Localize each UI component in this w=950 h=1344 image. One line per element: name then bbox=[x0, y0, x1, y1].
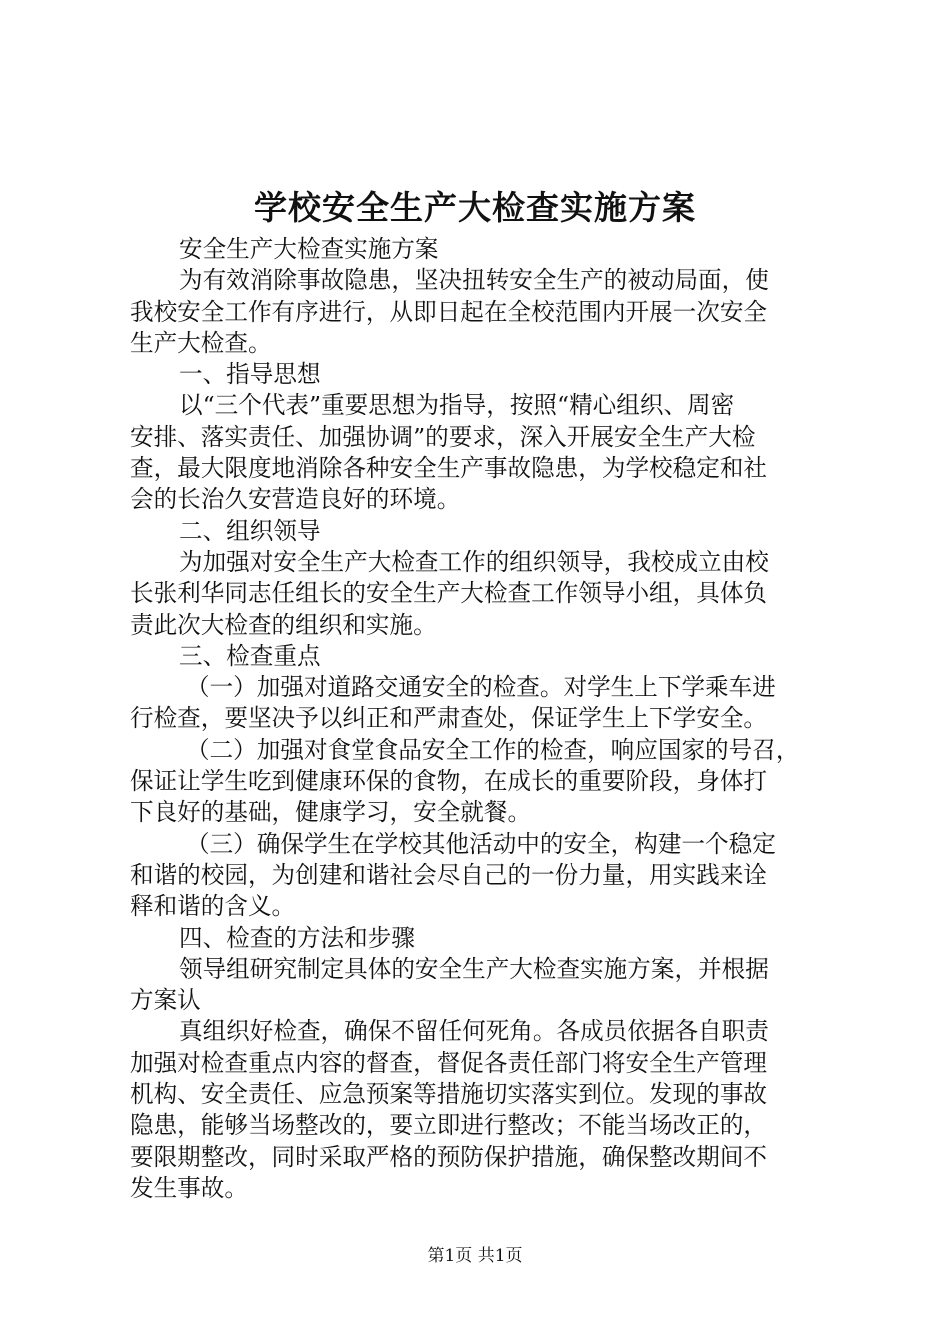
paragraph-line: 查，最大限度地消除各种安全生产事故隐患，为学校稳定和社 bbox=[130, 454, 768, 483]
paragraph-line: 真组织好检查，确保不留任何死角。各成员依据各自职责 bbox=[179, 1017, 769, 1046]
paragraph-line: 行检查，要坚决予以纠正和严肃查处，保证学生上下学安全。 bbox=[130, 704, 768, 733]
document-body bbox=[130, 234, 830, 1204]
section-heading: 一、指导思想 bbox=[179, 360, 321, 389]
paragraph-line: 和谐的校园，为创建和谐社会尽自己的一份力量，用实践来诠 bbox=[130, 860, 768, 889]
page-number-footer: 第1页 共1页 bbox=[427, 1246, 523, 1266]
paragraph-line: 为加强对安全生产大检查工作的组织领导，我校成立由校 bbox=[179, 547, 769, 576]
paragraph-line: 长张利华同志任组长的安全生产大检查工作领导小组，具体负 bbox=[130, 579, 768, 608]
paragraph-line: 以“三个代表”重要思想为指导，按照“精心组织、周密 bbox=[179, 391, 735, 420]
paragraph-line: 释和谐的含义。 bbox=[130, 892, 296, 921]
paragraph-line: 我校安全工作有序进行，从即日起在全校范围内开展一次安全 bbox=[130, 297, 768, 326]
paragraph-line: 安排、落实责任、加强协调”的要求，深入开展安全生产大检 bbox=[130, 422, 756, 451]
section-heading: 四、检查的方法和步骤 bbox=[179, 923, 415, 952]
paragraph-line: 机构、安全责任、应急预案等措施切实落实到位。发现的事故 bbox=[130, 1080, 768, 1109]
paragraph-line: 领导组研究制定具体的安全生产大检查实施方案，并根据 bbox=[179, 954, 769, 983]
paragraph-line: （一）加强对道路交通安全的检查。对学生上下学乘车进 bbox=[186, 673, 776, 702]
paragraph-line: 保证让学生吃到健康环保的食物，在成长的重要阶段，身体打 bbox=[130, 767, 768, 796]
document-title: 学校安全生产大检查实施方案 bbox=[254, 188, 696, 227]
paragraph-line: （二）加强对食堂食品安全工作的检查，响应国家的号召， bbox=[186, 735, 800, 764]
section-heading: 二、组织领导 bbox=[179, 516, 321, 545]
paragraph-line: 会的长治久安营造良好的环境。 bbox=[130, 485, 461, 514]
paragraph-line: 隐患，能够当场整改的，要立即进行整改；不能当场改正的， bbox=[130, 1111, 768, 1140]
paragraph-line: 下良好的基础，健康学习，安全就餐。 bbox=[130, 798, 532, 827]
paragraph-line: 加强对检查重点内容的督查，督促各责任部门将安全生产管理 bbox=[130, 1048, 768, 1077]
paragraph-line: （三）确保学生在学校其他活动中的安全，构建一个稳定 bbox=[186, 829, 776, 858]
paragraph-line: 为有效消除事故隐患，坚决扭转安全生产的被动局面，使 bbox=[179, 266, 769, 295]
paragraph-line: 生产大检查。 bbox=[130, 328, 272, 357]
paragraph-line: 方案认 bbox=[130, 986, 201, 1015]
subtitle-line: 安全生产大检查实施方案 bbox=[179, 235, 439, 263]
paragraph-line: 发生事故。 bbox=[130, 1173, 248, 1202]
paragraph-line: 责此次大检查的组织和实施。 bbox=[130, 610, 437, 639]
section-heading: 三、检查重点 bbox=[179, 641, 321, 670]
paragraph-line: 要限期整改，同时采取严格的预防保护措施，确保整改期间不 bbox=[130, 1142, 768, 1171]
